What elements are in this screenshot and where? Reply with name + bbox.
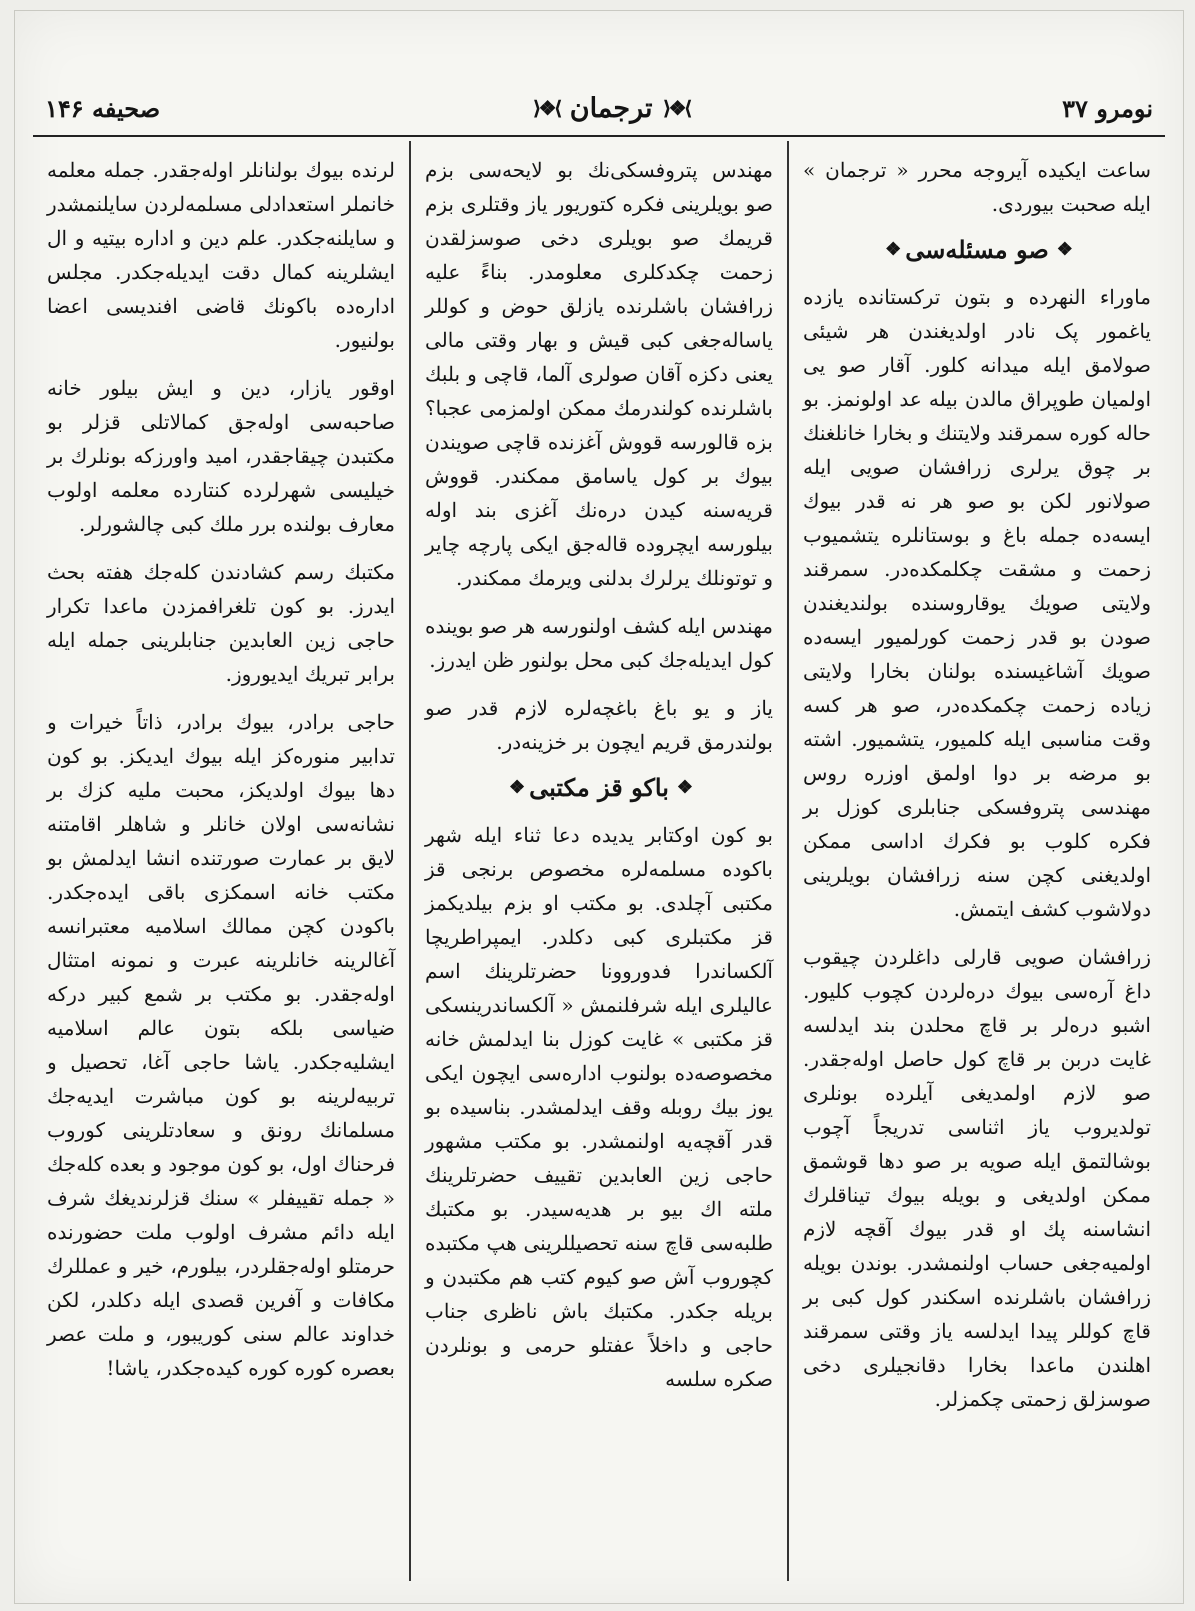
page-header xyxy=(33,81,1165,137)
section-heading-water xyxy=(803,235,1151,264)
ornament-icon: ❖ xyxy=(885,239,898,260)
column-left xyxy=(33,141,409,1581)
column-right xyxy=(787,141,1165,1581)
right-ornament-icon: ⟩❖⟨ xyxy=(532,96,560,120)
section-title: باکو قز مکتبی xyxy=(529,773,669,802)
section-title: صو مسئله‌سی xyxy=(905,235,1049,264)
paragraph: مهندس ایله کشف اولنورسه هر صو بویندە کول ایدیله‌جك کبی محل بولنور ظن ایدرز. xyxy=(425,614,773,672)
paragraph: مکتبك رسم کشادندن کله‌جك هفته بحث ایدرز. بو کون تلغرافمزدن ماعدا تکرار حاجی زین العابدین جنابلرینی جمله ایله برابر تبریك ایدیوروز. xyxy=(47,560,395,686)
paragraph: اوقور یازار، دین و ایش بیلور خانه صاحبه‌سی اوله‌جق کمالاتلی قزلر بو مکتبدن چیقاجقدر، امید واورزکه بونلرك بر خیلیسی شهرلرده کنتارده معلمه اولوب معارف بولنده برر ملك کبی چالشورلر. xyxy=(47,376,395,536)
ornament-icon: ❖ xyxy=(508,777,522,798)
ornament-icon: ❖ xyxy=(1056,239,1069,260)
paragraph: مهندس پتروفسکی‌نك بو لایحه‌سی بزم صو بویلرینی فکره کتوریور یاز وقتلری بزم قریمك صو بویلری دخی صوسزلقدن زحمت چکدکلری معلومدر. بناءً علیه زرافشان باشلرنده یازلق حوض و کوللر یاساله‌جغی کبی قیش و بهار وقتی مالی یعنی دکزه آقان صولری آلما، قاچی و بلبك باشلرنده کولندرمك ممکن اولمزمی عجبا؟ بزه قالورسه قووش آغزنده قاچی صویندن بیوك بر کول یاسامق ممکندر. قووش قریه‌سنه کیدن دره‌نك آغزی بند اوله بیلورسه ایچروده قاله‌جق ایکی پارچه چایر و توتونلك یرلرك بدلنی ویرمك ممکندر. xyxy=(425,158,773,590)
article-columns xyxy=(33,141,1165,1581)
paragraph: یاز و یو باغ باغچه‌لره لازم قدر صو بولندرمق قریم ایچون بر خزینه‌در. xyxy=(425,696,773,754)
newspaper-title-block xyxy=(533,93,690,124)
left-ornament-icon: ⟩❖⟨ xyxy=(662,96,690,120)
column-intro-text: ساعت ایکیده آیروجه محرر « ترجمان » ایله صحبت بیوردی. xyxy=(803,158,1151,216)
paragraph: ماوراء النهرده و بتون ترکستانده یازده یاغمور پک نادر اولدیغندن هر شیئی صولامق ایله میدانه کلور. آقار صو یی اولمیان طوپراق مالدن بیله عد اولونمز. بو حاله کوره سمرقند ولایتنك و بخارا خانلغنك بر چوق یرلری زرافشان صویی ایله صولانور لکن بو صو هر نه قدر بیوك ایسه‌ده جمله باغ و بوستانلره یتشمیوب زحمت و مشقت چکلمکده‌در. سمرقند ولایتی صویك یوقاروسنده بولندیغندن صودن بو قدر زحمت کورلمیور ایسه‌ده صویك آشاغیسنده بولنان بخارا ولایتی زیاده زحمت چکمکده‌در، صو هر کسه وقت مناسبی ایله کلمیور، یتشمیور. اشته بو مرضه بر دوا اولمق اوزره روس مهندسی پتروفسکی جنابلری کوزل بر فکره کلوب بو فکرك اداسی ممکن اولدیغنی کچن سنه زرافشان بویلرینی دولاشوب کشف ایتمش. xyxy=(803,285,1151,921)
ornament-icon: ❖ xyxy=(676,777,690,798)
paragraph: لرنده بیوك بولنانلر اوله‌جقدر. جمله معلمه خانملر استعدادلی مسلمه‌لردن سایلنمشدر و سایلنه‌جکدر. علم دین و اداره بیتیه و ال ایشلرینه کمال دقت ایدیله‌جکدر. مجلس اداره‌ده باکونك قاضی افندیسی اعضا بولنیور. xyxy=(47,158,395,352)
paragraph: بو کون اوکتابر یدیده دعا ثناء ایله شهر باکوده مسلمه‌لره مخصوص برنجی قز مکتبی آچلدی. بو مکتب او بزم بیلدیکمز قز مکتبلری کبی دکلدر. ایمپراطریچا آلکساندرا فدوروونا حضرتلرینك اسم عالیلری ایله شرفلنمش « آلکساندرینسکی قز مکتبی » غایت کوزل بنا ایدلمش خانه مخصوصه‌ده بولنوب اداره‌سی ایچون ایکی یوز بیك روبله وقف ایدلمشدر. بناسیده بو قدر آقچه‌یه اولنمشدر. بو مکتب مشهور حاجی زین العابدین تقییف حضرتلرینك ملته اك بیو بر هدیه‌سیدر. بو مکتبك طلبه‌سی قاچ سنه تحصیللرینی هپ مکتبده کچوروب آش صو کیوم کتب هم مکتبدن و بریله جکدر. مکتبك باش ناظری جناب حاجی و داخلاً عفتلو حرمی و بونلردن صکره سلسه xyxy=(425,823,773,1391)
newspaper-title: ترجمان xyxy=(569,92,653,124)
newspaper-page xyxy=(14,10,1184,1604)
page-number: صحیفه ۱۴۶ xyxy=(45,93,161,123)
paragraph: زرافشان صویی قارلی داغلردن چیقوب داغ آره‌سی بیوك دره‌لردن کچوب کلیور. اشبو دره‌لر بر قاچ محلدن بند ایدلسه غایت دربن بر قاچ کول حاصل اوله‌جقدر. صو لازم اولمدیغی آیلرده بونلری تولدیروب یاز اثناسی تدریجاً آچوب بوشالتمق ایله صویه بر صو دها قوشمق ممکن اولدیغی و بویله بیوك تیناقلرك انشاسنه پك او قدر بیوك آقچه لازم اولمیه‌جغی حساب اولنمشدر. بوندن بویله زرافشان باشلرنده اسکندر کول کبی بر قاچ کوللر پیدا ایدلسه یاز وقتی سمرقند اهلندن ماعدا بخارا دقانجیلری دخی صوسزلق زحمتی چکمزلر. xyxy=(803,945,1151,1411)
paragraph: حاجی برادر، بیوك برادر، ذاتاً خیرات و تدابیر منوره‌کز ایله بیوك ایدیکز. بو کون دها بیوك اولدیکز، محبت ملیه کزك بر نشانه‌سی اولان خانلر و شاهلر اقامتنه لایق بر عمارت صورتنده انشا ایدلمش بو مکتب خانه اسمکزی باقی ایده‌جکدر. باکودن کچن ممالك اسلامیه معتبرانسه آغالرینه خانلرینه عبرت و نمونه امتثال اوله‌جقدر. بو مکتب بر شمع کبیر درکه ضیاسی بلکه بتون عالم اسلامیه ایشلیه‌جکدر. یاشا حاجی آغا، تحصیل و تربیه‌لرینه بو کون مباشرت ایدیه‌جك مسلمانك رونق و سعادتلرینی کوروب فرحناك اول، بو کون موجود و بعده کله‌جك « جمله تقییفلر » سنك قزلرندیغك شرف ایله دائم مشرف اولوب ملت حضورنده حرمتلو اوله‌جقلردر، بیلورم، خیر و عمللرك مکافات و آفرین قصدی ایله دکلدر، لکن خداوند عالم سنی کوریبور، و ملت عصر بعصره کوره کوره کیده‌جکدر، یاشا! xyxy=(47,710,395,1380)
column-middle xyxy=(409,141,787,1581)
section-heading-baku-school xyxy=(425,773,773,802)
issue-number: نومرو ۳۷ xyxy=(1062,93,1153,123)
